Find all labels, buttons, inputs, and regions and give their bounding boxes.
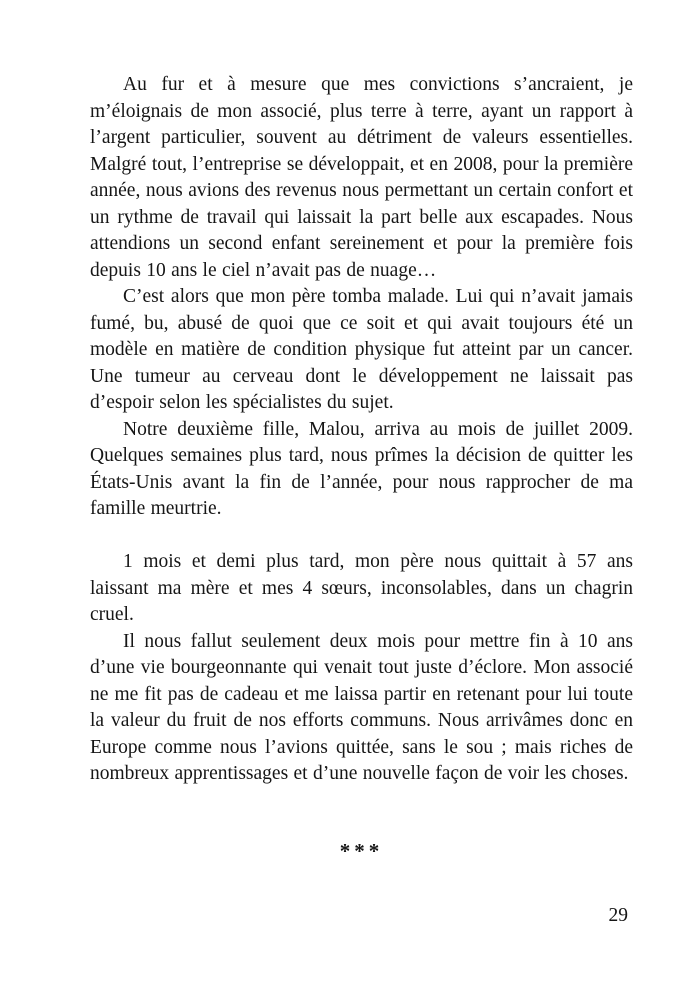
section-separator: *** [339,839,384,863]
paragraph: C’est alors que mon père tomba malade. Lui qui n’avait jamais fumé, bu, abusé de quoi que ce soit et qui avait toujours été un modèle en matière de condition physique fut atteint par un cancer. Une tumeur au cerveau dont le développement ne laissait pas d’espoir selon les spécialistes du sujet. [90,286,633,413]
page-text-block [90,72,633,788]
paragraph: Au fur et à mesure que mes convictions s’ancraient, je m’éloignais de mon associé, plus terre à terre, ayant un rapport à l’argent particulier, souvent au détriment de valeurs essentielles. Malgré tout, l’entreprise se développait, et en 2008, pour la première année, nous avions des revenus nous permettant un certain confort et un rythme de travail qui laissait la part belle aux escapades. Nous attendions un second enfant sereinement et pour la première fois depuis 10 ans le ciel n’avait pas de nuage… [90,74,633,281]
paragraph: Il nous fallut seulement deux mois pour mettre fin à 10 ans d’une vie bourgeonnante qui venait tout juste d’éclore. Mon associé ne me fit pas de cadeau et me laissa partir en retenant pour lui toute la valeur du fruit de nos efforts communs. Nous arrivâmes donc en Europe comme nous l’avions quittée, sans le sou ; mais riches de nombreux apprentissages et d’une nouvelle façon de voir les choses. [90,630,633,784]
page-number: 29 [608,905,628,926]
paragraph: Notre deuxième fille, Malou, arriva au mois de juillet 2009. Quelques semaines plus tard, nous prîmes la décision de quitter les États-Unis avant la fin de l’année, pour nous rapprocher de ma famille meurtrie. [90,418,633,519]
paragraph: 1 mois et demi plus tard, mon père nous quittait à 57 ans laissant ma mère et mes 4 sœurs, inconsolables, dans un chagrin cruel. [90,551,633,625]
